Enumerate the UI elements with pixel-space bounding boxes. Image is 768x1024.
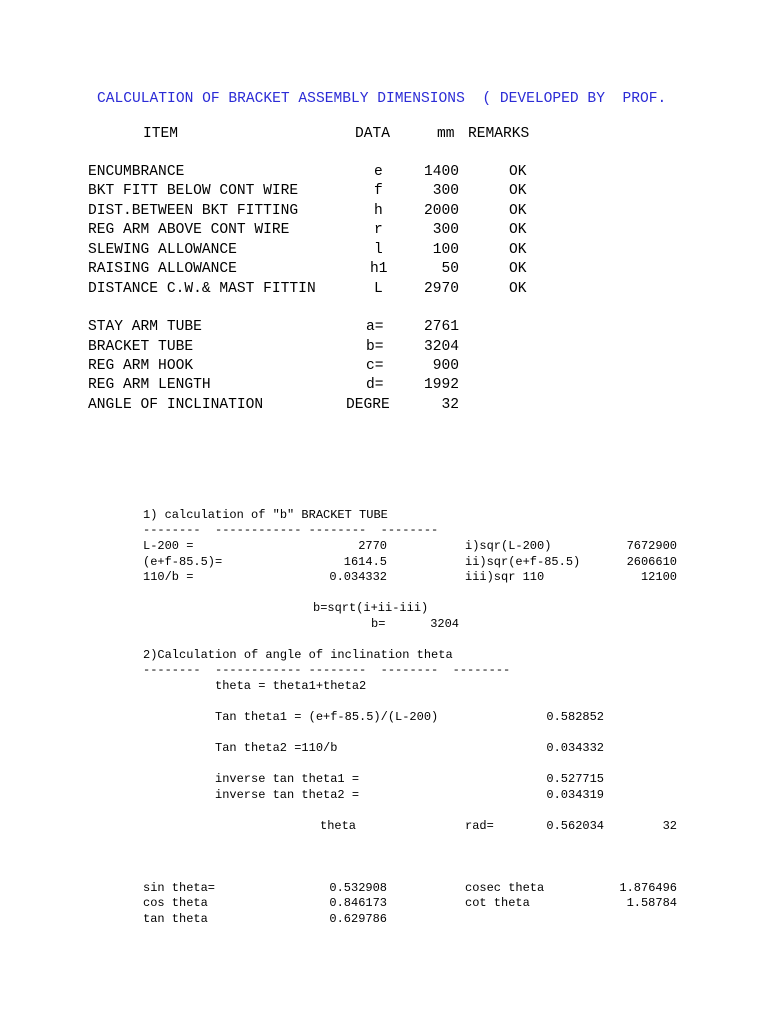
- tan-theta2-value: 0.034332: [546, 741, 604, 755]
- remark-cell: OK: [509, 164, 527, 180]
- remark-cell: OK: [509, 222, 527, 238]
- inverse-tan-theta1-value: 0.527715: [546, 772, 604, 786]
- data-symbol: c=: [366, 358, 384, 374]
- theta-label: theta: [320, 819, 357, 833]
- cosec-label: cosec theta: [465, 881, 545, 895]
- inverse-tan-theta2-label: inverse tan theta2 =: [215, 788, 360, 802]
- data-symbol: f: [374, 183, 383, 199]
- column-header-remarks: REMARKS: [468, 126, 530, 142]
- value-cell: 1992: [423, 377, 459, 393]
- value-cell: 32: [441, 397, 459, 413]
- calc-value: 2770: [358, 539, 387, 553]
- column-header-item: ITEM: [143, 126, 179, 142]
- sin-value: 0.532908: [329, 881, 387, 895]
- calc-label: (e+f-85.5)=: [143, 555, 223, 569]
- item-label: SLEWING ALLOWANCE: [88, 243, 237, 258]
- square-value: 2606610: [626, 555, 677, 569]
- formula-text: b=sqrt(i+ii-iii): [313, 601, 429, 615]
- sin-label: sin theta=: [143, 881, 216, 895]
- data-symbol: h1: [370, 261, 388, 277]
- data-symbol: d=: [366, 377, 384, 393]
- data-symbol: L: [374, 281, 383, 297]
- dash-divider: -------- ------------ -------- -------- --------: [143, 663, 511, 677]
- value-cell: 3204: [423, 339, 459, 355]
- degree-value: 32: [662, 819, 677, 833]
- remark-cell: OK: [509, 203, 527, 219]
- value-cell: 1400: [423, 164, 459, 180]
- result-value: 3204: [430, 617, 459, 631]
- data-symbol: b=: [366, 339, 384, 355]
- cos-value: 0.846173: [329, 896, 387, 910]
- inverse-tan-theta2-value: 0.034319: [546, 788, 604, 802]
- rad-value: 0.562034: [546, 819, 604, 833]
- value-cell: 900: [432, 358, 459, 374]
- value-cell: 2000: [423, 203, 459, 219]
- square-label: ii)sqr(e+f-85.5): [465, 555, 581, 569]
- remark-cell: OK: [509, 183, 527, 199]
- square-value: 7672900: [626, 539, 677, 553]
- remark-cell: OK: [509, 261, 527, 277]
- cosec-value: 1.876496: [619, 881, 677, 895]
- item-label: REG ARM LENGTH: [88, 377, 211, 393]
- square-label: iii)sqr 110: [465, 570, 545, 584]
- cot-value: 1.58784: [626, 896, 677, 910]
- tan-value: 0.629786: [329, 912, 387, 926]
- data-symbol: DEGRE: [346, 398, 390, 413]
- dash-divider: -------- ------------ -------- --------: [143, 523, 439, 537]
- value-cell: 100: [432, 242, 459, 258]
- item-label: BRACKET TUBE: [88, 339, 194, 355]
- tan-label: tan theta: [143, 912, 208, 926]
- item-label: RAISING ALLOWANCE: [88, 262, 237, 277]
- tan-theta2-label: Tan theta2 =110/b: [215, 741, 338, 755]
- value-cell: 2970: [423, 281, 459, 297]
- cos-label: cos theta: [143, 896, 208, 910]
- tan-theta1-value: 0.582852: [546, 710, 604, 724]
- square-value: 12100: [640, 570, 677, 584]
- value-cell: 2761: [423, 319, 459, 335]
- tan-theta1-label: Tan theta1 = (e+f-85.5)/(L-200): [215, 710, 439, 724]
- data-symbol: e: [374, 164, 383, 180]
- result-label: b=: [371, 617, 386, 631]
- item-label: BKT FITT BELOW CONT WIRE: [88, 184, 299, 199]
- section-heading: 1) calculation of "b" BRACKET TUBE: [143, 508, 388, 522]
- calc-value: 0.034332: [329, 570, 387, 584]
- item-label: DIST.BETWEEN BKT FITTING: [88, 204, 299, 219]
- square-label: i)sqr(L-200): [465, 539, 552, 553]
- remark-cell: OK: [509, 281, 527, 297]
- remark-cell: OK: [509, 242, 527, 258]
- item-label: DISTANCE C.W.& MAST FITTIN: [88, 282, 316, 297]
- item-label: ANGLE OF INCLINATION: [88, 397, 264, 413]
- column-header-mm: mm: [437, 126, 455, 142]
- inverse-tan-theta1-label: inverse tan theta1 =: [215, 772, 360, 786]
- calc-value: 1614.5: [343, 555, 387, 569]
- rad-label: rad=: [465, 819, 494, 833]
- item-label: REG ARM ABOVE CONT WIRE: [88, 223, 290, 238]
- value-cell: 300: [432, 183, 459, 199]
- calc-label: L-200 =: [143, 539, 194, 553]
- calc-label: 110/b =: [143, 570, 194, 584]
- data-symbol: h: [374, 203, 383, 219]
- data-symbol: r: [374, 222, 383, 238]
- item-label: REG ARM HOOK: [88, 358, 194, 374]
- page-title: CALCULATION OF BRACKET ASSEMBLY DIMENSIONS ( DEVELOPED BY PROF.: [97, 91, 667, 107]
- section-heading: 2)Calculation of angle of inclination theta: [143, 648, 453, 662]
- data-symbol: l: [374, 242, 383, 258]
- value-cell: 50: [441, 261, 459, 277]
- data-symbol: a=: [366, 319, 384, 335]
- value-cell: 300: [432, 222, 459, 238]
- cot-label: cot theta: [465, 896, 530, 910]
- item-label: STAY ARM TUBE: [88, 319, 202, 335]
- column-header-data: DATA: [355, 126, 391, 142]
- theta-equation: theta = theta1+theta2: [215, 679, 367, 693]
- item-label: ENCUMBRANCE: [88, 165, 185, 180]
